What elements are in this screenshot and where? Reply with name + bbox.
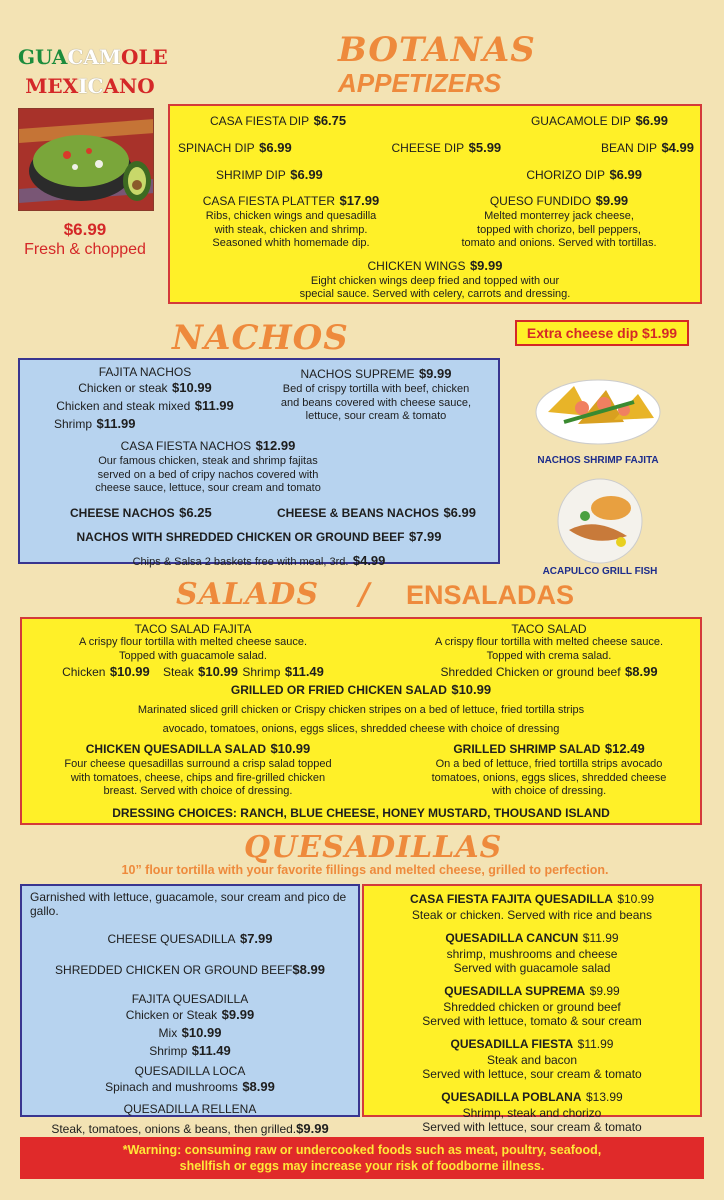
quesadillas-title: QUESADILLAS [244,830,503,865]
logo-line-2: MEXICANO [25,74,155,98]
appetizers-subtitle: APPETIZERS [338,68,502,98]
casa-fiesta-nachos: CASA FIESTA NACHOS $12.99 Our famous chicken, steak and shrimp fajitas served on a bed of cripy nachos covered with cheese sauce, lettuce, sour cream and tomato [95,438,321,494]
grilled-shrimp-salad: GRILLED SHRIMP SALAD $12.49 On a bed of lettuce, fried tortilla strips avocado tomatoes, onions, eggs slices, shredded cheese with choice of dressing. [431,741,667,797]
quesadillas-left-box: Garnished with lettuce, guacamole, sour cream and pico de gallo. CHEESE QUESADILLA $7.99 SHREDDED CHICKEN OR GROUND BEEF$8.99 FAJITA QUESADILLA Chicken or Steak $9.99 Mix $10.99 Shrimp $11.49 QUESADILLA LOCA Spinach and mushrooms $8.99 QUESADILLA RELLENA Steak, tomatoes, onions & beans, then grilled.$9.99 [20,884,360,1117]
nachos-shrimp-fajita-caption: NACHOS SHRIMP FAJITA [537,455,659,466]
appetizers-box [168,104,702,304]
cheese-quesadilla: CHEESE QUESADILLA $7.99 [107,931,273,946]
chicken-quesadilla-salad: CHICKEN QUESADILLA SALAD $10.99 Four cheese quesadillas surround a crisp salad topped with tomatoes, cheese, chips and fire-grilled chicken breast. Served with choice of dressing. [64,741,332,797]
quesadilla-loca: QUESADILLA LOCA Spinach and mushrooms $8.99 [105,1064,275,1094]
salads-title: SALADS / [176,577,371,612]
quesadilla-fiesta: QUESADILLA FIESTA $11.99 Steak and bacon Served with lettuce, sour cream & tomato [422,1037,642,1081]
guacamole-desc: Fresh & chopped [24,241,146,258]
quesadillas-right-box [362,884,702,1134]
nachos-title: NACHOS [172,318,349,358]
fajita-nachos: FAJITA NACHOS Chicken or steak $10.99 Chicken and steak mixed $11.99 Shrimp $11.99 [54,365,234,431]
fajita-quesadilla: FAJITA QUESADILLA Chicken or Steak $9.99 Mix $10.99 Shrimp $11.49 [125,992,255,1058]
guacamole-dip: GUACAMOLE DIP $6.99 [530,113,668,128]
casa-fiesta-fajita-quesadilla: CASA FIESTA FAJITA QUESADILLA $10.99 Steak or chicken. Served with rice and beans [409,892,655,922]
nachos-box [18,358,500,568]
quesadilla-suprema: QUESADILLA SUPREMA $9.99 Shredded chicken or ground beef Served with lettuce, tomato & sour cream [422,984,642,1028]
chorizo-dip: CHORIZO DIP $6.99 [526,167,642,182]
ensaladas-title: ENSALADAS [406,580,575,610]
casa-fiesta-dip: CASA FIESTA DIP $6.75 [210,113,347,128]
casa-fiesta-platter: CASA FIESTA PLATTER $17.99 Ribs, chicken wings and quesadilla with steak, chicken and shrimp. Seasoned whith homemade dip. [202,193,380,249]
cheese-nachos: CHEESE NACHOS $6.25 [70,504,212,520]
foodborne-warning: *Warning: consuming raw or undercooked foods such as meat, poultry, seafood, shellfish or eggs may increase your risk of foodborne illness. [20,1137,704,1179]
quesadilla-cancun: QUESADILLA CANCUN $11.99 shrimp, mushrooms and cheese Served with guacamole salad [445,931,619,975]
dressing-choices: DRESSING CHOICES: RANCH, BLUE CHEESE, HONEY MUSTARD, THOUSAND ISLAND [112,805,610,820]
taco-salad: TACO SALAD A crispy flour tortilla with melted cheese sauce. Topped with crema salad. Shredded Chicken or ground beef $8.99 [434,622,664,679]
botanas-title: BOTANAS [338,30,536,70]
cheese-dip: CHEESE DIP $5.99 [391,140,502,155]
quesadilla-rellena: QUESADILLA RELLENA Steak, tomatoes, onions & beans, then grilled.$9.99 [51,1102,329,1136]
shredded-quesadilla: SHREDDED CHICKEN OR GROUND BEEF$8.99 [55,962,325,977]
grilled-chicken-salad: GRILLED OR FRIED CHICKEN SALAD $10.99 Marinated sliced grill chicken or Crispy chicken stripes on a bed of lettuce, fried tortilla strips avocado, tomatoes, onions, eggs slices, shredded cheese with choice of dressing [137,682,585,735]
logo-line-1: GUACAMOLE [18,45,168,69]
salads-box [20,617,702,825]
shrimp-dip: SHRIMP DIP $6.99 [216,167,323,182]
taco-salad-fajita: TACO SALAD FAJITA A crispy flour tortilla with melted cheese sauce. Topped with guacamole salad. Chicken $10.99 Steak $10.99 Shrimp $11.49 [62,622,324,679]
quesadillas-subtitle: 10” flour tortilla with your favorite fillings and melted cheese, grilled to perfection. [121,863,609,877]
quesadilla-poblana: QUESADILLA POBLANA $13.99 Shrimp, steak and chorizo Served with lettuce, sour cream & tomato [422,1090,642,1134]
guacamole-logo [18,44,168,102]
guacamole-photo [18,108,154,211]
chips-salsa: Chips & Salsa 2 baskets free with meal, 3rd. $4.99 [132,552,386,568]
acapulco-grill-fish-caption: ACAPULCO GRILL FISH [542,566,658,577]
bean-dip: BEAN DIP $4.99 [600,140,694,155]
acapulco-grill-fish-photo [555,478,645,564]
nachos-shrimp-fajita-photo [534,372,662,448]
guacamole-price: $6.99 [63,220,107,239]
spinach-dip: SPINACH DIP $6.99 [178,140,292,155]
nachos-shredded: NACHOS WITH SHREDDED CHICKEN OR GROUND BEEF $7.99 [76,528,442,544]
extra-cheese-badge: Extra cheese dip $1.99 [515,320,689,346]
queso-fundido: QUESO FUNDIDO $9.99 Melted monterrey jack cheese, topped with chorizo, bell peppers, tomato and onions. Served with tortillas. [461,193,657,249]
chicken-wings: CHICKEN WINGS $9.99 Eight chicken wings deep fried and topped with our special sauce. Served with celery, carrots and dressing. [299,257,571,300]
cheese-beans-nachos: CHEESE & BEANS NACHOS $6.99 [276,504,476,520]
nachos-supreme: NACHOS SUPREME $9.99 Bed of crispy tortilla with beef, chicken and beans covered with cheese sauce, lettuce, sour cream & tomato [280,366,472,422]
